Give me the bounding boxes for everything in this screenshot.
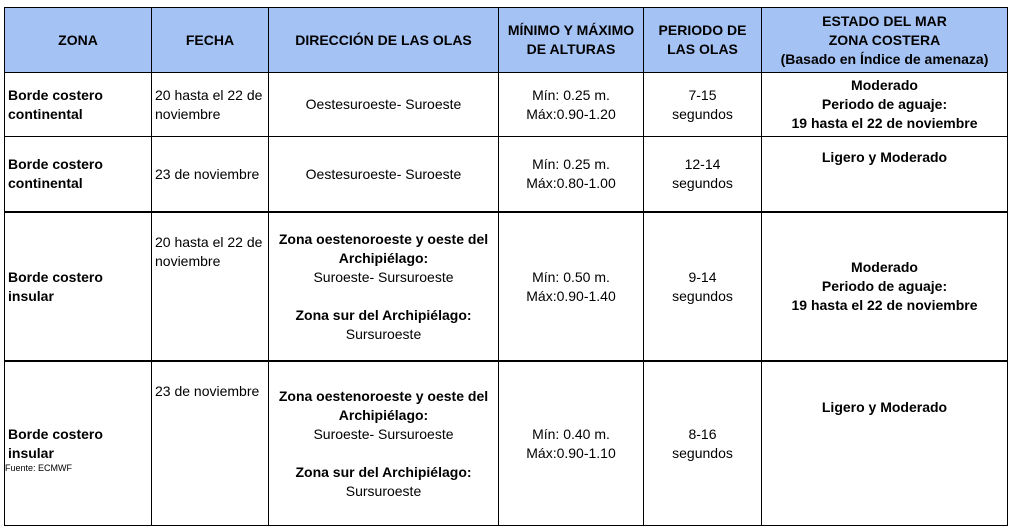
- source-note: Fuente: ECMWF: [5, 463, 73, 473]
- periodo-unit: segundos: [672, 444, 733, 461]
- table-row: [5, 73, 1008, 137]
- alturas-cell: [499, 137, 644, 213]
- estado-aguaje-dates: 19 hasta el 22 de noviembre: [791, 115, 978, 131]
- estado-level: Ligero y Moderado: [821, 149, 948, 165]
- periodo-range: 9-14: [688, 268, 717, 285]
- direccion-zona-oeste-title: Zona oestenoroeste y oeste del Archipiélago:: [278, 387, 489, 423]
- periodo-unit: segundos: [672, 287, 733, 304]
- estado-cell: [762, 137, 1008, 213]
- estado-level: Ligero y Moderado: [821, 399, 948, 415]
- altura-min: Mín: 0.50 m.: [532, 268, 610, 285]
- fecha-cell: 20 hasta el 22 de noviembre: [152, 212, 269, 361]
- sea-state-table: [4, 7, 1008, 526]
- fecha-cell: 23 de noviembre: [152, 137, 269, 213]
- altura-max: Máx:0.90-1.10: [526, 444, 616, 461]
- estado-level: Moderado: [851, 259, 918, 275]
- direccion-zona-sur-title: Zona sur del Archipiélago:: [295, 463, 472, 480]
- header-alturas: [499, 8, 644, 73]
- direccion-cell: [269, 361, 499, 526]
- header-zona: ZONA: [5, 8, 152, 73]
- header-fecha: FECHA: [152, 8, 269, 73]
- periodo-cell: [644, 361, 762, 526]
- periodo-cell: [644, 212, 762, 361]
- zona-cell: Borde costero insular: [5, 212, 152, 361]
- estado-cell: [762, 73, 1008, 137]
- header-periodo-line1: PERIODO DE: [658, 22, 747, 38]
- estado-aguaje-label: Periodo de aguaje:: [821, 96, 948, 112]
- header-row: [5, 8, 1008, 73]
- estado-aguaje-dates: 19 hasta el 22 de noviembre: [791, 297, 978, 313]
- header-estado-line2: ZONA COSTERA: [828, 31, 941, 48]
- header-estado-line3: (Basado en Índice de amenaza): [780, 50, 989, 67]
- direccion-zona-oeste-value: Suroeste- Sursuroeste: [313, 268, 454, 285]
- alturas-cell: [499, 212, 644, 361]
- altura-min: Mín: 0.25 m.: [532, 156, 610, 172]
- header-estado: [762, 8, 1008, 73]
- zona-cell: Borde costero insular: [5, 361, 152, 526]
- altura-max: Máx:0.90-1.20: [526, 105, 616, 122]
- periodo-cell: [644, 137, 762, 213]
- zona-cell: Borde costero continental: [5, 73, 152, 137]
- estado-cell: [762, 361, 1008, 526]
- altura-min: Mín: 0.25 m.: [532, 86, 610, 103]
- periodo-unit: segundos: [672, 105, 733, 122]
- zona-cell: Borde costero continental: [5, 137, 152, 213]
- altura-max: Máx:0.90-1.40: [526, 287, 616, 304]
- direccion-zona-oeste-title: Zona oestenoroeste y oeste del Archipiélago:: [278, 230, 489, 266]
- altura-max: Máx:0.80-1.00: [526, 175, 616, 191]
- periodo-range: 8-16: [688, 425, 717, 442]
- direccion-zona-oeste-value: Suroeste- Sursuroeste: [313, 425, 454, 442]
- header-alturas-line2: DE ALTURAS: [526, 41, 616, 57]
- header-estado-line1: ESTADO DEL MAR: [822, 12, 947, 29]
- alturas-cell: [499, 73, 644, 137]
- altura-min: Mín: 0.40 m.: [532, 425, 610, 442]
- header-periodo: [644, 8, 762, 73]
- fecha-cell: 23 de noviembre: [152, 361, 269, 526]
- periodo-cell: [644, 73, 762, 137]
- estado-level: Moderado: [851, 77, 918, 93]
- direccion-cell: [269, 212, 499, 361]
- table-row: [5, 212, 1008, 361]
- periodo-range: 12-14: [684, 156, 721, 172]
- direccion-zona-sur-value: Sursuroeste: [345, 482, 422, 499]
- header-direccion: DIRECCIÓN DE LAS OLAS: [269, 8, 499, 73]
- alturas-cell: [499, 361, 644, 526]
- table-row: [5, 137, 1008, 213]
- periodo-range: 7-15: [688, 86, 717, 103]
- direccion-zona-sur-value: Sursuroeste: [345, 325, 422, 342]
- direccion-zona-sur-title: Zona sur del Archipiélago:: [295, 306, 472, 323]
- estado-aguaje-label: Periodo de aguaje:: [821, 278, 948, 294]
- header-periodo-line2: LAS OLAS: [667, 41, 738, 57]
- header-alturas-line1: MÍNIMO Y MÁXIMO: [507, 22, 635, 38]
- fecha-cell: 20 hasta el 22 de noviembre: [152, 73, 269, 137]
- direccion-cell: Oestesuroeste- Suroeste: [269, 137, 499, 213]
- direccion-cell: Oestesuroeste- Suroeste: [269, 73, 499, 137]
- table-row: [5, 361, 1008, 526]
- periodo-unit: segundos: [672, 175, 733, 191]
- estado-cell: [762, 212, 1008, 361]
